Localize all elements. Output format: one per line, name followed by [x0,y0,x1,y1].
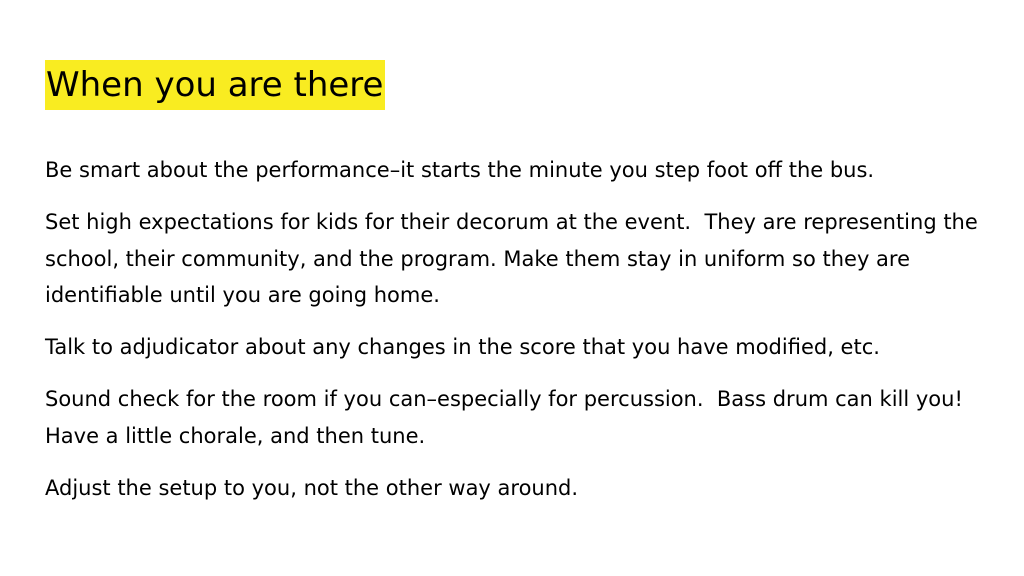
paragraph-expectations: Set high expectations for kids for their decorum at the event. They are representing the school, their community, and the program. Make them stay in uniform so they are identifiable until you are going home. [45,210,985,307]
paragraph-setup: Adjust the setup to you, not the other way around. [45,475,579,500]
paragraph-adjudicator: Talk to adjudicator about any changes in the score that you have modified, etc. [45,335,880,359]
slide-title: When you are there [45,60,385,110]
slide-body [45,152,995,522]
paragraph-sound-check: Sound check for the room if you can–especially for percussion. Bass drum can kill you! Have a little chorale, and then tune. [45,387,977,448]
title-container [45,60,385,110]
paragraph-performance: Be smart about the performance–it starts the minute you step foot off the bus. [45,158,875,182]
